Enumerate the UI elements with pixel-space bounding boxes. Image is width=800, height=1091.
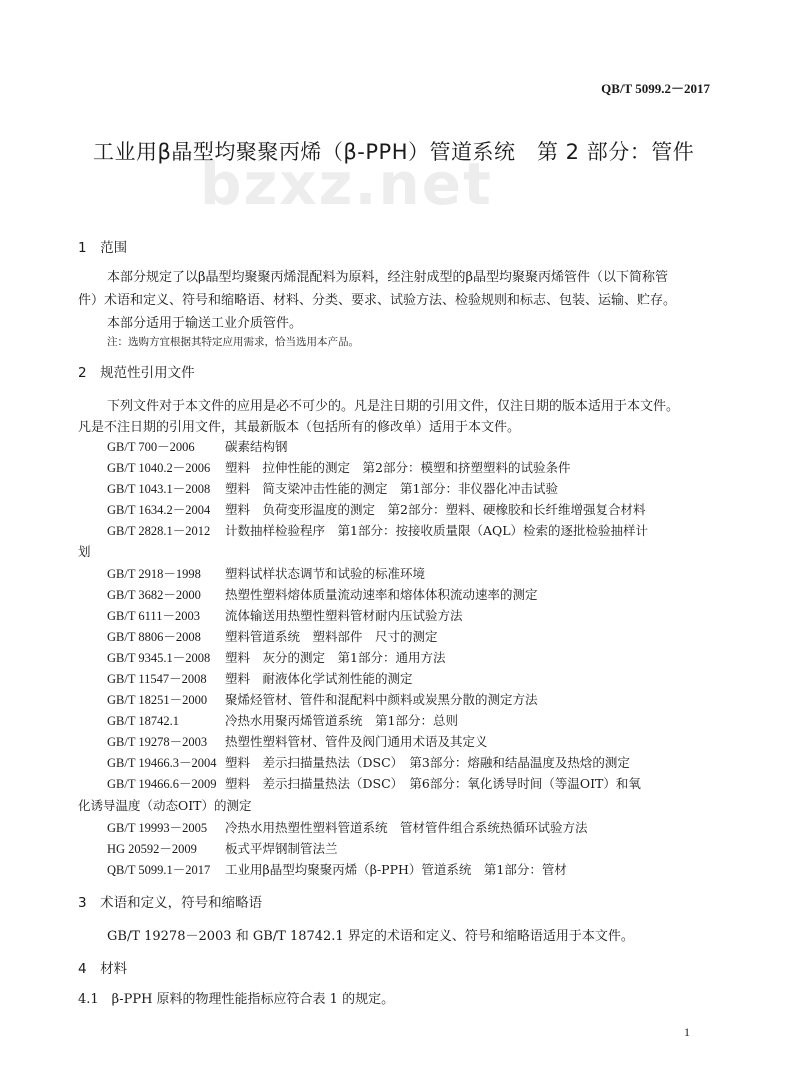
reference-item: GB/T 11547－2008 塑料 耐液体化学试剂性能的测定 bbox=[107, 671, 413, 686]
section-4-heading: 4 材料 bbox=[78, 961, 128, 977]
reference-item: QB/T 5099.1－2017 工业用β晶型均聚聚丙烯（β-PPH）管道系统 第1部分：管材 bbox=[107, 862, 567, 877]
reference-item: GB/T 2828.1－2012 计数抽样检验程序 第1部分：按接收质量限（AQL）检索的逐批检验抽样计 bbox=[107, 523, 649, 538]
section-4-paragraph: 4.1 β-PPH 原料的物理性能指标应符合表 1 的规定。 bbox=[78, 992, 395, 1007]
section-1-note: 注：选购方宜根据其特定应用需求，恰当选用本产品。 bbox=[107, 336, 359, 348]
reference-item: GB/T 1634.2－2004 塑料 负荷变形温度的测定 第2部分：塑料、硬橡胶和长纤维增强复合材料 bbox=[107, 502, 646, 517]
section-3-paragraph: GB/T 19278－2003 和 GB/T 18742.1 界定的术语和定义、符号和缩略语适用于本文件。 bbox=[107, 929, 634, 944]
section-2-paragraph: 下列文件对于本文件的应用是必不可少的。凡是注日期的引用文件，仅注日期的版本适用于本文件。 bbox=[107, 399, 680, 414]
section-1-paragraph-cont: 件）术语和定义、符号和缩略语、材料、分类、要求、试验方法、检验规则和标志、包装、运输、贮存。 bbox=[78, 293, 677, 308]
section-3-heading: 3 术语和定义，符号和缩略语 bbox=[78, 895, 263, 911]
document-title: 工业用β晶型均聚聚丙烯（β-PPH）管道系统 第 2 部分：管件 bbox=[93, 140, 695, 164]
reference-item: GB/T 19466.6－2009 塑料 差示扫描量热法（DSC） 第6部分：氧化诱导时间（等温OIT）和氧 bbox=[107, 776, 641, 791]
section-1-heading: 1 范围 bbox=[78, 240, 128, 256]
reference-item: GB/T 1043.1－2008 塑料 简支梁冲击性能的测定 第1部分：非仪器化冲击试验 bbox=[107, 481, 558, 496]
reference-item: GB/T 700－2006 碳素结构钢 bbox=[107, 439, 288, 454]
reference-item: GB/T 1040.2－2006 塑料 拉伸性能的测定 第2部分：模塑和挤塑塑料的试验条件 bbox=[107, 460, 571, 475]
section-2-heading: 2 规范性引用文件 bbox=[78, 365, 195, 381]
reference-item: GB/T 3682－2000 热塑性塑料熔体质量流动速率和熔体体积流动速率的测定 bbox=[107, 587, 538, 602]
watermark: bzxz.net bbox=[200, 150, 493, 218]
reference-item: GB/T 19993－2005 冷热水用热塑性塑料管道系统 管材管件组合系统热循环试验方法 bbox=[107, 820, 588, 835]
reference-item-wrap: 化诱导温度（动态OIT）的测定 bbox=[78, 798, 252, 813]
reference-item: GB/T 8806－2008 塑料管道系统 塑料部件 尺寸的测定 bbox=[107, 629, 438, 644]
reference-item-wrap: 划 bbox=[78, 544, 91, 559]
reference-item: HG 20592－2009 板式平焊钢制管法兰 bbox=[107, 841, 338, 856]
page-number: 1 bbox=[684, 1025, 690, 1039]
reference-item: GB/T 18742.1 冷热水用聚丙烯管道系统 第1部分：总则 bbox=[107, 713, 458, 728]
reference-item: GB/T 2918－1998 塑料试样状态调节和试验的标准环境 bbox=[107, 566, 426, 581]
section-2-paragraph-cont: 凡是不注日期的引用文件，其最新版本（包括所有的修改单）适用于本文件。 bbox=[78, 420, 521, 435]
standard-code: QB/T 5099.2－2017 bbox=[601, 81, 710, 96]
reference-item: GB/T 19466.3－2004 塑料 差示扫描量热法（DSC） 第3部分：熔融和结晶温度及热焓的测定 bbox=[107, 755, 630, 770]
reference-item: GB/T 9345.1－2008 塑料 灰分的测定 第1部分：通用方法 bbox=[107, 650, 446, 665]
reference-item: GB/T 19278－2003 热塑性塑料管材、管件及阀门通用术语及其定义 bbox=[107, 734, 488, 749]
section-1-paragraph: 本部分规定了以β晶型均聚聚丙烯混配料为原料，经注射成型的β晶型均聚聚丙烯管件（以下简称管 bbox=[107, 270, 669, 285]
reference-item: GB/T 18251－2000 聚烯烃管材、管件和混配料中颜料或炭黑分散的测定方法 bbox=[107, 692, 538, 707]
section-1-scope: 本部分适用于输送工业介质管件。 bbox=[107, 316, 303, 331]
reference-item: GB/T 6111－2003 流体输送用热塑性塑料管材耐内压试验方法 bbox=[107, 608, 463, 623]
